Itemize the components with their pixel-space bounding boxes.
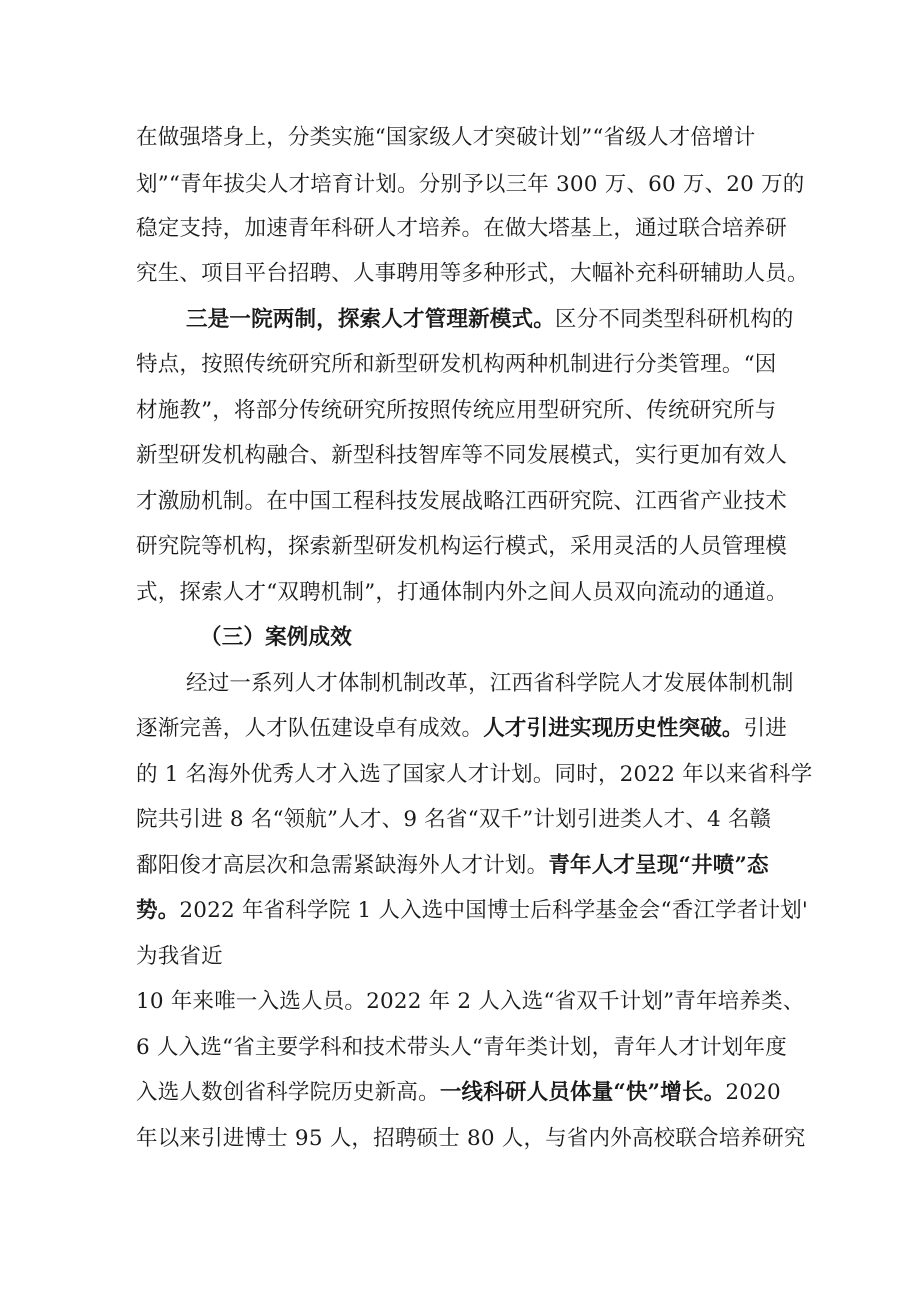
text-line <box>136 760 812 790</box>
text-run: 年以来引进博士 95 人，招聘硕士 80 人，与省内外高校联合培养研究 <box>136 1126 806 1151</box>
text-run: 稳定支持，加速青年科研人才培养。在做大塔基上，通过联合培养研 <box>136 216 788 241</box>
text-line <box>136 396 777 426</box>
text-line <box>136 714 787 744</box>
paragraph-start-line <box>186 669 794 699</box>
text-line <box>136 578 788 608</box>
text-run: 鄱阳俊才高层次和急需紧缺海外人才计划。 <box>136 853 549 878</box>
text-line <box>136 987 804 1017</box>
text-line <box>136 805 771 835</box>
bold-lead-text: 一线科研人员体量“快”增长。 <box>439 1080 726 1105</box>
text-line <box>136 350 777 380</box>
text-run: 材施教”，将部分传统研究所按照传统应用型研究所、传统研究所与 <box>136 398 777 423</box>
text-line <box>136 942 223 972</box>
text-run: 研究院等机构，探索新型研发机构运行模式，采用灵活的人员管理模 <box>136 534 788 559</box>
text-run: 区分不同类型科研机构的 <box>554 307 794 332</box>
text-line <box>136 441 787 471</box>
text-line <box>136 123 755 153</box>
text-run: 才激励机制。在中国工程科技发展战略江西研究院、江西省产业技术 <box>136 489 788 514</box>
text-run: 究生、项目平台招聘、人事聘用等多种形式，大幅补充科研辅助人员。 <box>136 261 809 286</box>
text-run: 2022 年省科学院 1 人入选中国博士后科学基金会“香江学者计划' <box>179 898 809 923</box>
text-run: 式，探索人才“双聘机制”，打通体制内外之间人员双向流动的通道。 <box>136 580 788 605</box>
text-run: 2020 <box>725 1080 781 1105</box>
text-line <box>136 170 804 200</box>
text-line <box>136 259 809 289</box>
text-line <box>136 532 787 562</box>
text-line <box>136 214 787 244</box>
text-run: 为我省近 <box>136 944 223 969</box>
paragraph-start-line <box>186 305 794 335</box>
section-heading-text: （三）案例成效 <box>200 625 352 650</box>
text-line <box>136 1124 806 1154</box>
text-run: 经过一系列人才体制机制改革，江西省科学院人才发展体制机制 <box>186 671 794 696</box>
text-run: 引进 <box>743 716 788 741</box>
text-run: 特点，按照传统研究所和新型研发机构两种机制进行分类管理。“因 <box>136 352 777 377</box>
text-run: 的 1 名海外优秀人才入选了国家人才计划。同时，2022 年以来省科学 <box>136 762 813 787</box>
bold-lead-text: 势。 <box>136 898 180 923</box>
text-run: 划”“青年拔尖人才培育计划。分别予以三年 300 万、60 万、20 万的 <box>136 172 805 197</box>
bold-lead-text: 人才引进实现历史性突破。 <box>483 716 744 741</box>
section-heading <box>200 623 352 653</box>
text-run: 入选人数创省科学院历史新高。 <box>136 1080 440 1105</box>
text-run: 院共引进 8 名“领航”人才、9 名省“双千”计划引进类人才、4 名赣 <box>136 807 772 832</box>
bold-lead-text: 青年人才呈现“井喷”态 <box>548 853 769 878</box>
text-run: 10 年来唯一入选人员。2022 年 2 人入选“省双千计划”青年培养类、 <box>136 989 805 1014</box>
text-line <box>136 1033 787 1063</box>
bold-lead-text: 三是一院两制，探索人才管理新模式。 <box>186 307 555 332</box>
text-run: 6 人入选“省主要学科和技术带头人“青年类计划，青年人才计划年度 <box>136 1035 787 1060</box>
text-run: 新型研发机构融合、新型科技智库等不同发展模式，实行更加有效人 <box>136 443 788 468</box>
text-line <box>136 851 769 881</box>
text-line <box>136 896 808 926</box>
text-line <box>136 1078 781 1108</box>
text-run: 在做强塔身上，分类实施“国家级人才突破计划”“省级人才倍增计 <box>136 125 756 150</box>
text-run: 逐渐完善，人才队伍建设卓有成效。 <box>136 716 484 741</box>
text-line <box>136 487 787 517</box>
